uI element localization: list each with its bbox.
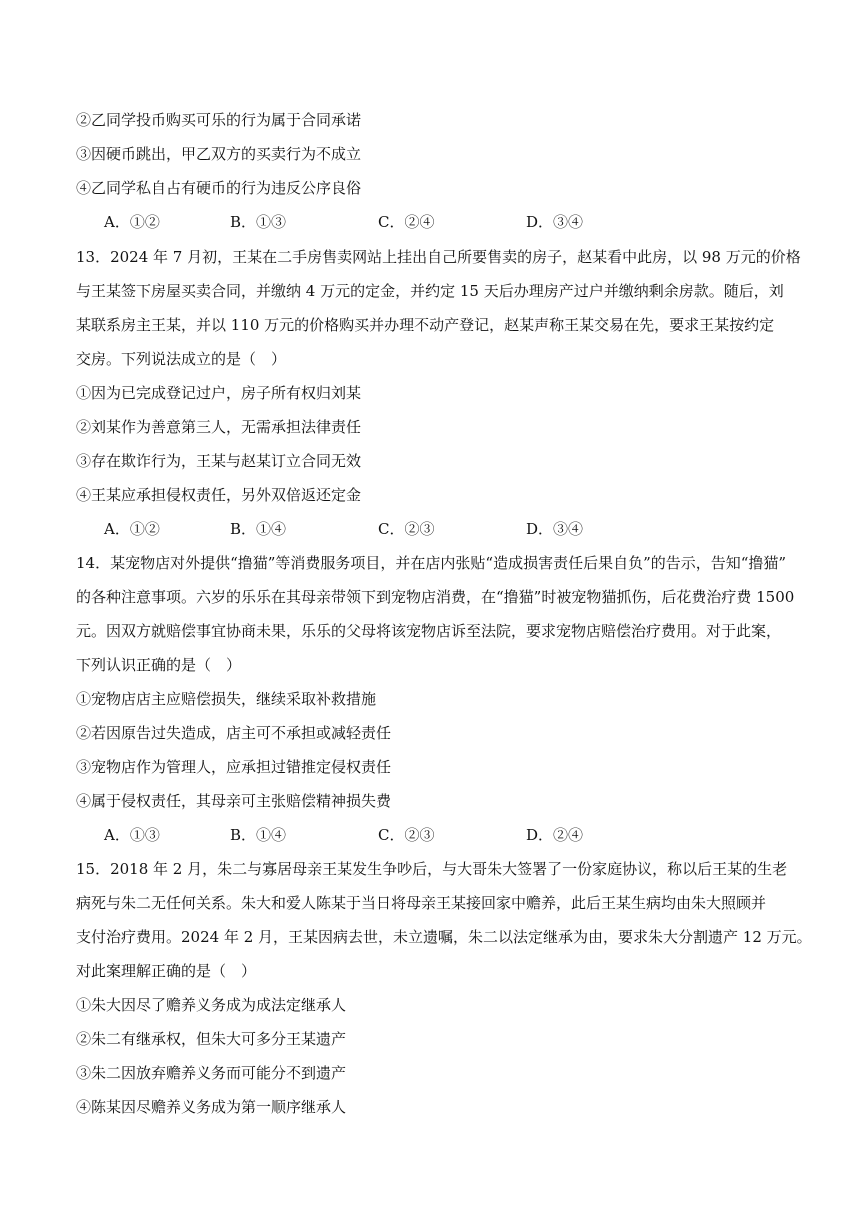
q14-statement-2: ②若因原告过失造成，店主可不承担或减轻责任	[76, 724, 392, 742]
q14-stem-line-2: 的各种注意事项。六岁的乐乐在其母亲带领下到宠物店消费，在“撸猫”时被宠物猫抓伤，后花费治疗费 1500	[76, 588, 795, 606]
q13-stem-line-1: 13．2024 年 7 月初，王某在二手房售卖网站上挂出自己所要售卖的房子，赵某看中此房，以 98 万元的价格	[76, 248, 801, 266]
q14-statement-3: ③宠物店作为管理人，应承担过错推定侵权责任	[76, 758, 392, 776]
q15-statement-4: ④陈某因尽赡养义务成为第一顺序继承人	[76, 1098, 347, 1116]
q15-stem-line-1: 15．2018 年 2 月，朱二与寡居母亲王某发生争吵后，与大哥朱大签署了一份家庭协议，称以后王某的生老	[76, 860, 788, 878]
q13-option-a: A．①②	[104, 520, 160, 538]
q12-statement-4: ④乙同学私自占有硬币的行为违反公序良俗	[76, 179, 362, 197]
q12-options	[104, 212, 704, 232]
q13-stem-line-4: 交房。下列说法成立的是（ ）	[76, 350, 287, 368]
q13-option-d: D．③④	[526, 520, 584, 538]
q13-stem-line-3: 某联系房主王某，并以 110 万元的价格购买并办理不动产登记，赵某声称王某交易在先，要求王某按约定	[76, 316, 775, 334]
q15-stem-line-3: 支付治疗费用。2024 年 2 月，王某因病去世，未立遗嘱，朱二以法定继承为由，要求朱大分割遗产 12 万元。	[76, 928, 812, 946]
q14-option-c: C．②③	[378, 826, 435, 844]
q14-statement-1: ①宠物店店主应赔偿损失，继续采取补救措施	[76, 690, 377, 708]
q15-statement-2: ②朱二有继承权，但朱大可多分王某遗产	[76, 1030, 347, 1048]
q14-option-b: B．①④	[230, 826, 287, 844]
q13-statement-1: ①因为已完成登记过户，房子所有权归刘某	[76, 384, 362, 402]
q12-statement-2: ②乙同学投币购买可乐的行为属于合同承诺	[76, 111, 362, 129]
q14-statement-4: ④属于侵权责任，其母亲可主张赔偿精神损失费	[76, 792, 392, 810]
q12-option-a: A．①②	[104, 213, 160, 231]
q12-option-b: B．①③	[230, 213, 287, 231]
q14-option-d: D．②④	[526, 826, 584, 844]
q13-options	[104, 519, 704, 539]
q15-statement-1: ①朱大因尽了赡养义务成为成法定继承人	[76, 996, 347, 1014]
q14-stem-line-3: 元。因双方就赔偿事宜协商未果，乐乐的父母将该宠物店诉至法院，要求宠物店赔偿治疗费用。对于此案，	[76, 622, 782, 640]
q14-stem-line-4: 下列认识正确的是（ ）	[76, 656, 242, 674]
q12-option-c: C．②④	[378, 213, 435, 231]
q15-stem-line-4: 对此案理解正确的是（ ）	[76, 962, 257, 980]
q14-options	[104, 825, 704, 845]
q13-statement-4: ④王某应承担侵权责任，另外双倍返还定金	[76, 486, 362, 504]
q15-stem-line-2: 病死与朱二无任何关系。朱大和爱人陈某于当日将母亲王某接回家中赡养，此后王某生病均由朱大照顾并	[76, 894, 767, 912]
q13-option-c: C．②③	[378, 520, 435, 538]
q14-stem-line-1: 14．某宠物店对外提供“撸猫”等消费服务项目，并在店内张贴“造成损害责任后果自负”的告示，告知“撸猫”	[76, 554, 787, 572]
q13-statement-3: ③存在欺诈行为，王某与赵某订立合同无效	[76, 452, 362, 470]
q15-statement-3: ③朱二因放弃赡养义务而可能分不到遗产	[76, 1064, 347, 1082]
q13-stem-line-2: 与王某签下房屋买卖合同，并缴纳 4 万元的定金，并约定 15 天后办理房产过户并缴纳剩余房款。随后，刘	[76, 282, 784, 300]
q13-statement-2: ②刘某作为善意第三人，无需承担法律责任	[76, 418, 362, 436]
q12-statement-3: ③因硬币跳出，甲乙双方的买卖行为不成立	[76, 145, 362, 163]
q14-option-a: A．①③	[104, 826, 160, 844]
q13-option-b: B．①④	[230, 520, 287, 538]
q12-option-d: D．③④	[526, 213, 584, 231]
